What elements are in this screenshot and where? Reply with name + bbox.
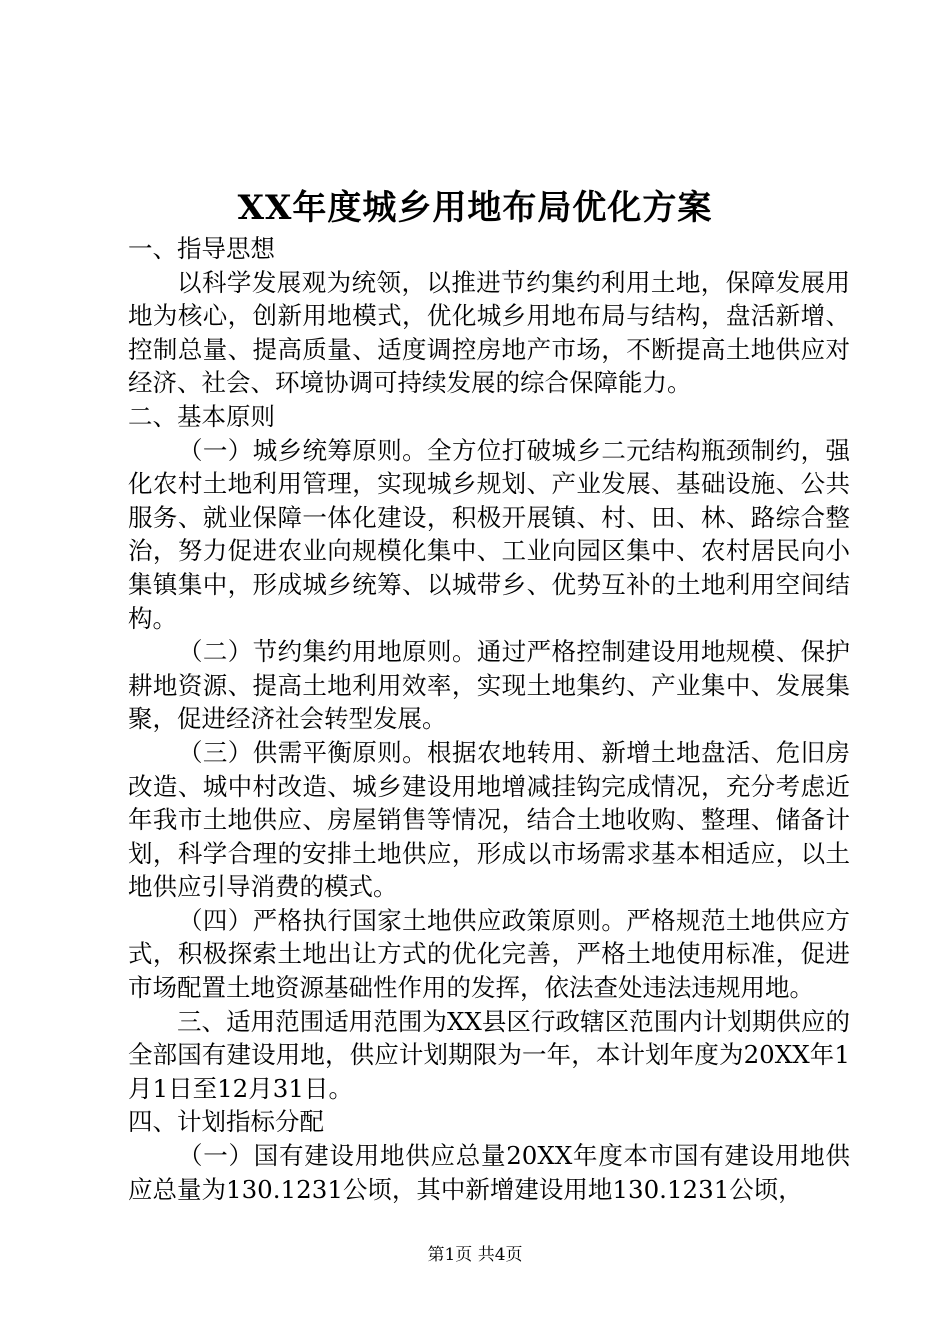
paragraph-policy-principle: （四）严格执行国家土地供应政策原则。严格规范土地供应方式，积极探索土地出让方式的优化完善，严格土地使用标准，促进市场配置土地资源基础性作用的发挥，依法查处违法违规用地。 [128, 905, 850, 1003]
document-title: XX年度城乡用地布局优化方案 [237, 188, 713, 228]
paragraph-supply-demand-principle: （三）供需平衡原则。根据农地转用、新增土地盘活、危旧房改造、城中村改造、城乡建设用地增减挂钩完成情况，充分考虑近年我市土地供应、房屋销售等情况，结合土地收购、整理、储备计划，科学合理的安排土地供应，形成以市场需求基本相适应，以土地供应引导消费的模式。 [128, 737, 850, 902]
section-heading-plan-allocation: 四、计划指标分配 [128, 1107, 324, 1137]
paragraph-supply-total: （一）国有建设用地供应总量20XX年度本市国有建设用地供应总量为130.1231公顷，其中新增建设用地130.1231公顷， [128, 1141, 850, 1204]
paragraph-land-saving-principle: （二）节约集约用地原则。通过严格控制建设用地规模、保护耕地资源、提高土地利用效率，实现土地集约、产业集中、发展集聚，促进经济社会转型发展。 [128, 637, 850, 734]
page-footer: 第1页 共4页 [427, 1245, 523, 1265]
section-heading-basic-principles: 二、基本原则 [128, 401, 275, 431]
paragraph-urban-rural-principle: （一）城乡统筹原则。全方位打破城乡二元结构瓶颈制约，强化农村土地利用管理，实现城乡规划、产业发展、基础设施、公共服务、就业保障一体化建设，积极开展镇、村、田、林、路综合整治，努力促进农业向规模化集中、工业向园区集中、农村居民向小集镇集中，形成城乡统筹、以城带乡、优势互补的土地利用空间结构。 [128, 435, 850, 633]
paragraph-scope: 三、适用范围适用范围为XX县区行政辖区范围内计划期供应的全部国有建设用地，供应计划期限为一年，本计划年度为20XX年1月1日至12月31日。 [128, 1006, 850, 1103]
paragraph-guiding-thought: 以科学发展观为统领，以推进节约集约利用土地，保障发展用地为核心，创新用地模式，优化城乡用地布局与结构，盘活新增、控制总量、提高质量、适度调控房地产市场，不断提高土地供应对经济、社会、环境协调可持续发展的综合保障能力。 [128, 267, 850, 398]
section-heading-guiding-thought: 一、指导思想 [128, 234, 275, 263]
document-body [128, 232, 850, 1206]
